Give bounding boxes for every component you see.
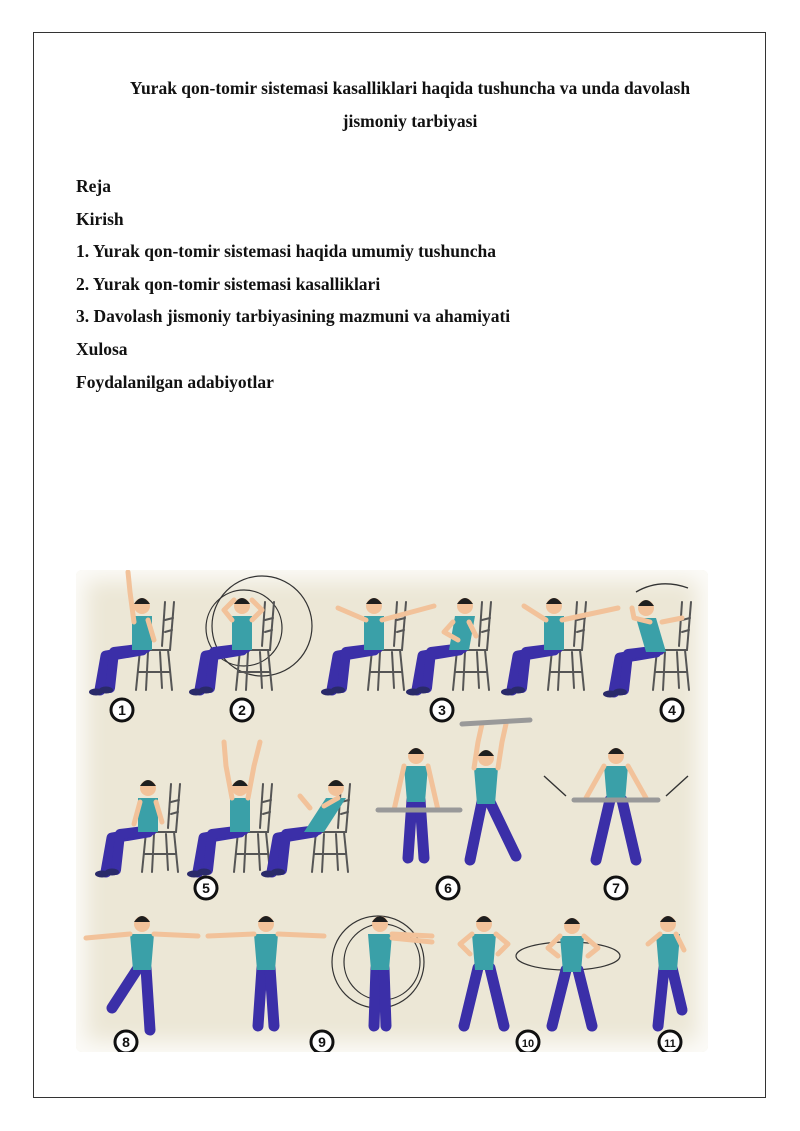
svg-text:1: 1 — [118, 702, 126, 718]
standing-figure — [86, 916, 198, 1030]
toc-item-1: 1. Yurak qon-tomir sistemasi haqida umumiy tushuncha — [76, 241, 496, 262]
motion-arrow — [636, 584, 688, 592]
toc-item-2: 2. Yurak qon-tomir sistemasi kasalliklari — [76, 273, 381, 294]
standing-figure — [394, 748, 438, 858]
document-title — [60, 72, 760, 138]
toc-item-kirish: Kirish — [76, 208, 124, 229]
toc-item-adabiyotlar: Foydalanilgan adabiyotlar — [76, 371, 274, 392]
toc-heading-reja: Reja — [76, 176, 111, 196]
seated-figure — [603, 600, 682, 698]
standing-figure — [648, 916, 684, 1026]
exercise-number-6 — [437, 877, 459, 899]
table-of-contents — [76, 170, 716, 398]
svg-text:8: 8 — [122, 1034, 130, 1050]
exercise-number-4 — [661, 699, 683, 721]
standing-figure — [548, 918, 598, 1026]
exercise-number-10 — [517, 1031, 539, 1052]
svg-text:11: 11 — [664, 1038, 676, 1050]
standing-figure — [470, 724, 516, 860]
exercise-number-1 — [111, 699, 133, 721]
svg-text:3: 3 — [438, 702, 446, 718]
exercise-number-5 — [195, 877, 217, 899]
seated-figure — [261, 780, 346, 878]
standing-figure — [460, 916, 508, 1026]
exercise-number-8 — [115, 1031, 137, 1052]
svg-text:7: 7 — [612, 880, 620, 896]
standing-figure — [586, 748, 646, 860]
svg-text:9: 9 — [318, 1034, 326, 1050]
svg-text:4: 4 — [668, 702, 676, 718]
svg-text:6: 6 — [444, 880, 452, 896]
exercise-figures — [76, 570, 708, 1052]
exercise-number-3 — [431, 699, 453, 721]
standing-figure — [368, 916, 432, 1026]
svg-text:10: 10 — [521, 1038, 535, 1050]
toc-item-xulosa: Xulosa — [76, 338, 128, 359]
seated-figure — [187, 742, 260, 878]
exercise-stick — [462, 720, 530, 724]
seated-figure — [501, 598, 618, 696]
title-line-2: jismoniy tarbiyasi — [342, 111, 478, 131]
title-line-1: Yurak qon-tomir sistemasi kasalliklari haqida tushuncha va unda davolash — [129, 78, 691, 98]
exercise-number-7 — [605, 877, 627, 899]
exercise-number-9 — [311, 1031, 333, 1052]
svg-text:2: 2 — [238, 702, 246, 718]
svg-text:5: 5 — [202, 880, 210, 896]
exercise-illustration — [76, 570, 708, 1052]
exercise-number-2 — [231, 699, 253, 721]
seated-figure — [89, 572, 154, 696]
exercise-number-11 — [659, 1031, 681, 1052]
seated-figure — [189, 598, 262, 696]
toc-item-3: 3. Davolash jismoniy tarbiyasining mazmuni va ahamiyati — [76, 306, 511, 327]
standing-figure — [208, 916, 324, 1026]
